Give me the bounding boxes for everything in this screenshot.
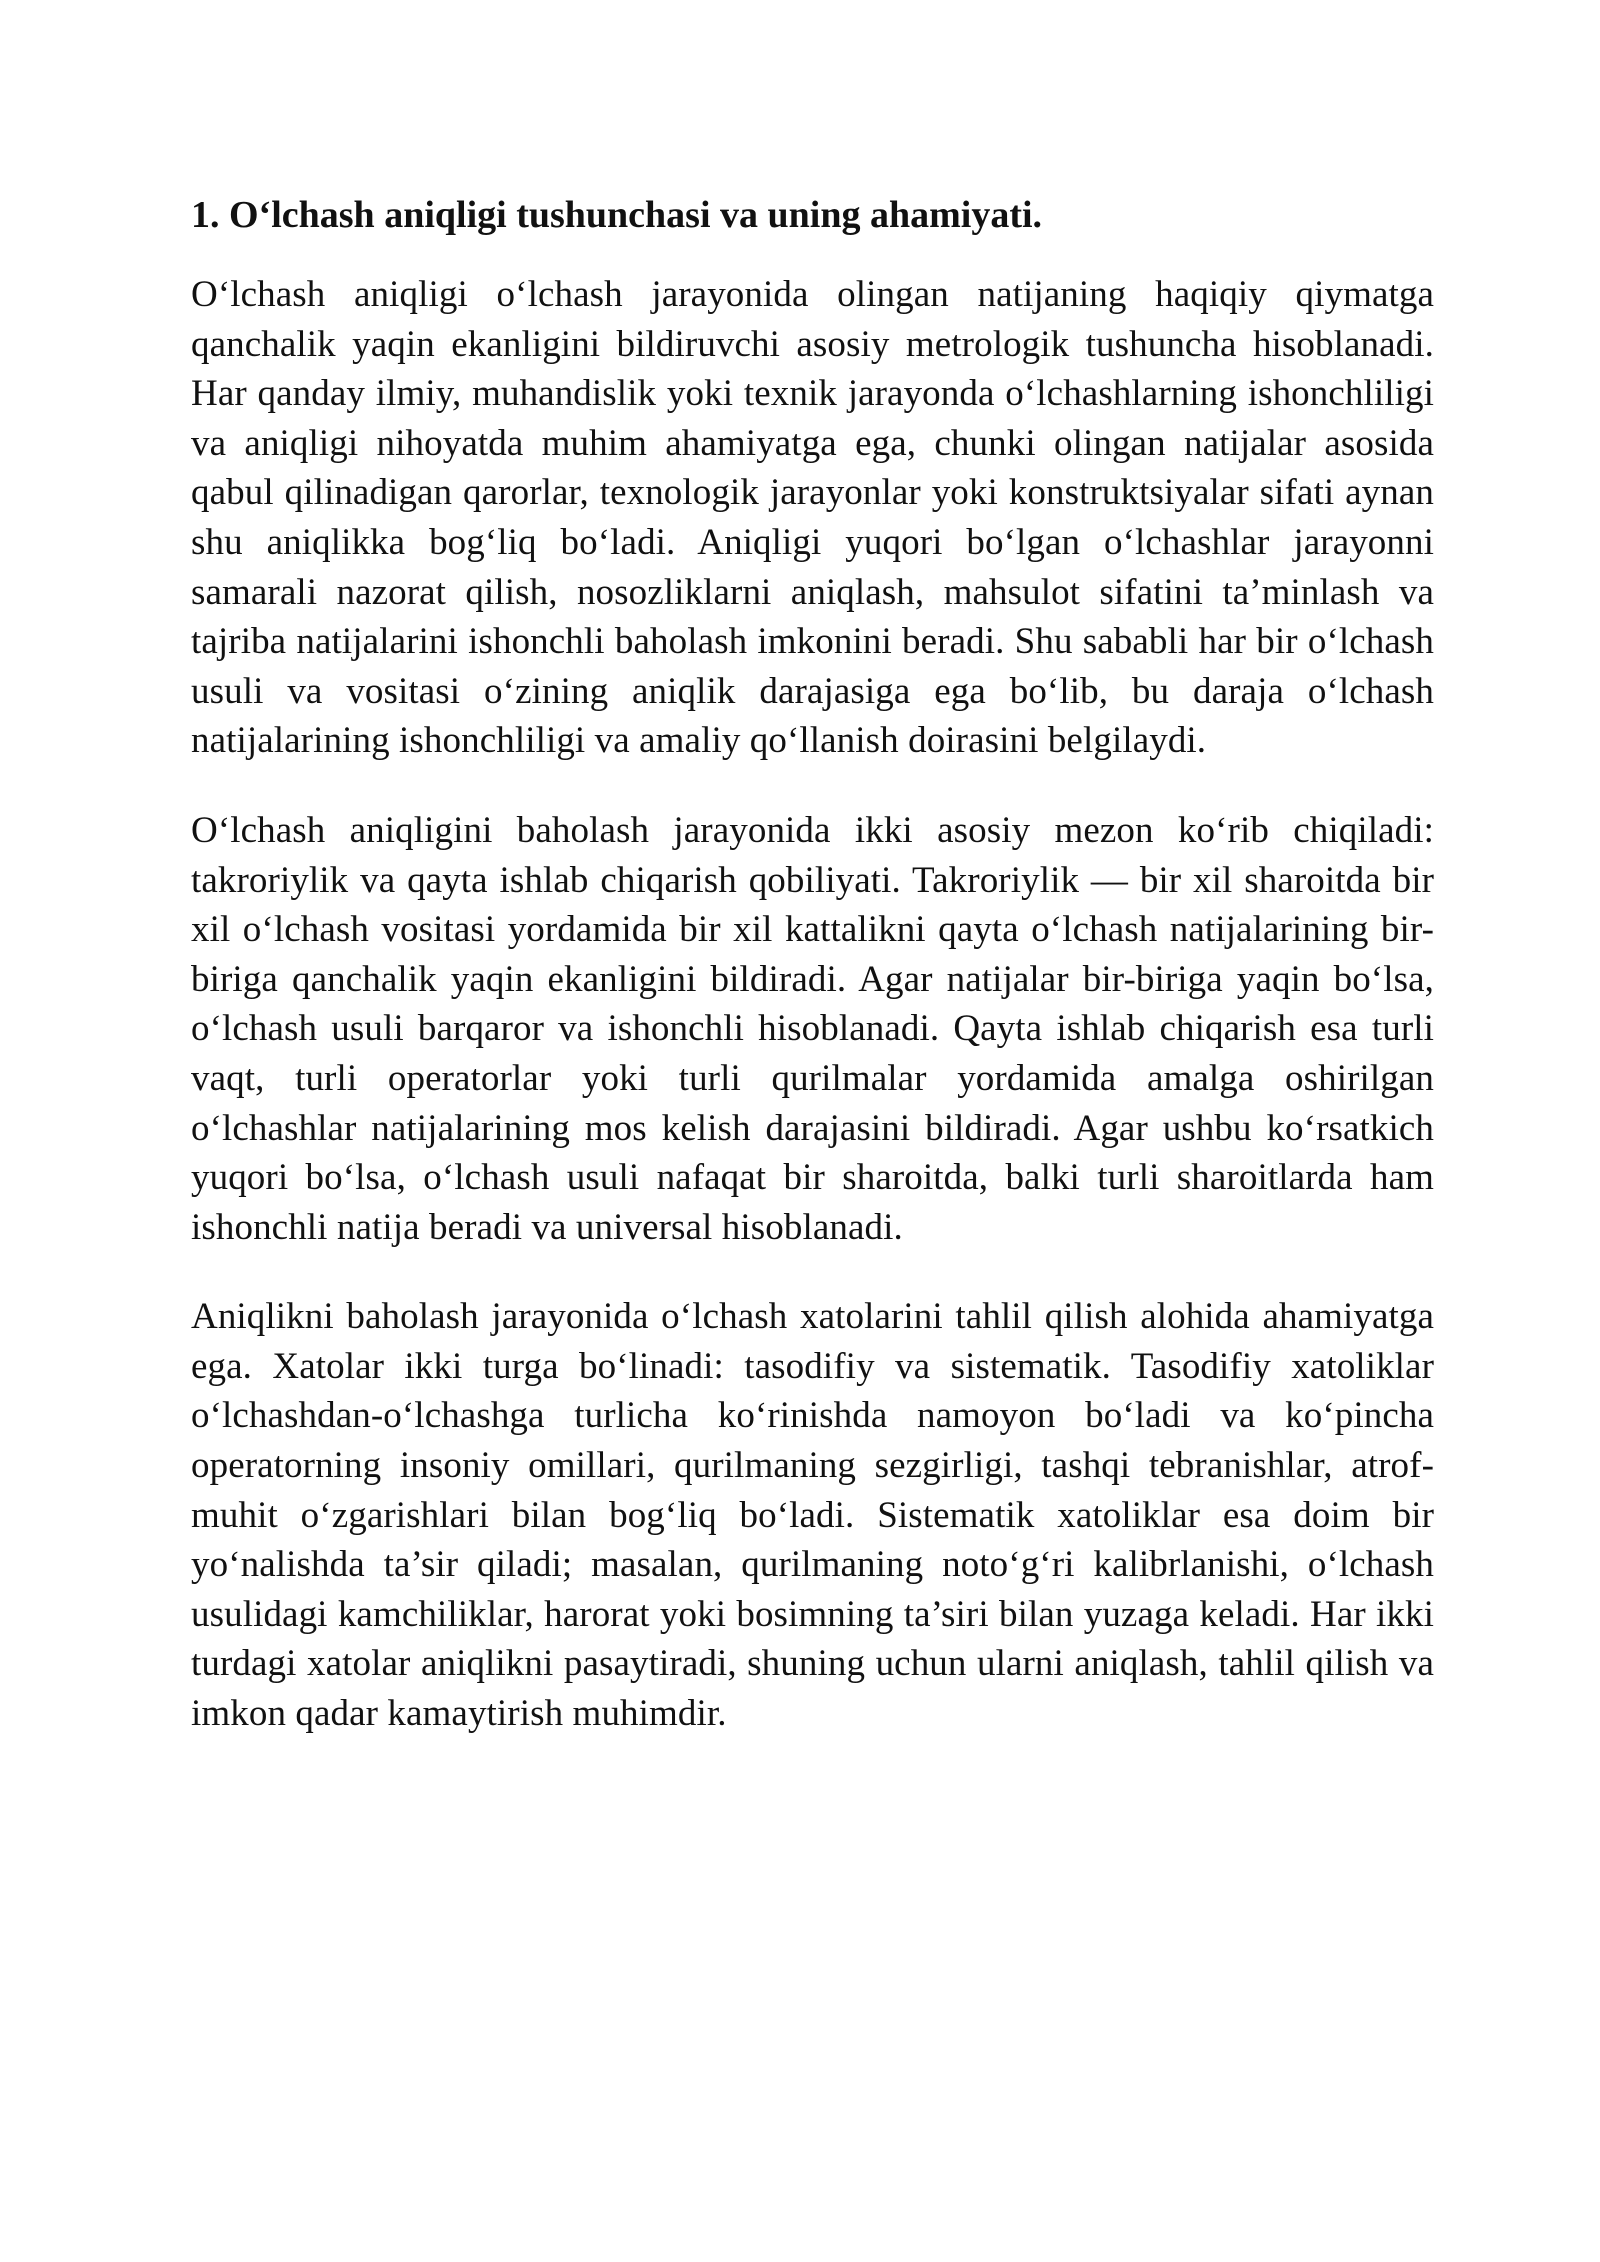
document-body — [191, 190, 1434, 1779]
paragraph-measurement-errors: Aniqlikni baholash jarayonida o‘lchash xatolarini tahlil qilish alohida ahamiyatga ega. Xatolar ikki turga bo‘linadi: tasodifiy va sistematik. Tasodifiy xatoliklar o‘lchashdan-o‘lchashga turlicha ko‘rinishda namoyon bo‘ladi va ko‘pincha operatorning insoniy omillari, qurilmaning sezgirligi, tashqi tebranishlar, atrof-muhit o‘zgarishlari bilan bog‘liq bo‘ladi. Sistematik xatoliklar esa doim bir yo‘nalishda ta’sir qiladi; masalan, qurilmaning noto‘g‘ri kalibrlanishi, o‘lchash usulidagi kamchiliklar, harorat yoki bosimning ta’siri bilan yuzaga keladi. Har ikki turdagi xatolar aniqlikni pasaytiradi, shuning uchun ularni aniqlash, tahlil qilish va imkon qadar kamaytirish muhimdir. — [191, 1296, 1434, 1735]
section-heading: 1. O‘lchash aniqligi tushunchasi va uning ahamiyati. — [191, 194, 1043, 236]
paragraph-accuracy-definition: O‘lchash aniqligi o‘lchash jarayonida olingan natijaning haqiqiy qiymatga qanchalik yaqin ekanligini bildiruvchi asosiy metrologik tushuncha hisoblanadi. Har qanday ilmiy, muhandislik yoki texnik jarayonda o‘lchashlarning ishonchliligi va aniqligi nihoyatda muhim ahamiyatga ega, chunki olingan natijalar asosida qabul qilinadigan qarorlar, texnologik jarayonlar yoki konstruktsiyalar sifati aynan shu aniqlikka bog‘liq bo‘ladi. Aniqligi yuqori bo‘lgan o‘lchashlar jarayonni samarali nazorat qilish, nosozliklarni aniqlash, mahsulot sifatini ta’minlash va tajriba natijalarini ishonchli baholash imkonini beradi. Shu sababli har bir o‘lchash usuli va vositasi o‘zining aniqlik darajasiga ega bo‘lib, bu daraja o‘lchash natijalarining ishonchliligi va amaliy qo‘llanish doirasini belgilaydi. — [191, 274, 1434, 762]
paragraph-repeatability-reproducibility: O‘lchash aniqligini baholash jarayonida ikki asosiy mezon ko‘rib chiqiladi: takroriylik va qayta ishlab chiqarish qobiliyati. Takroriylik — bir xil sharoitda bir xil o‘lchash vositasi yordamida bir xil kattalikni qayta o‘lchash natijalarining bir-biriga qanchalik yaqin ekanligini bildiradi. Agar natijalar bir-biriga yaqin bo‘lsa, o‘lchash usuli barqaror va ishonchli hisoblanadi. Qayta ishlab chiqarish esa turli vaqt, turli operatorlar yoki turli qurilmalar yordamida amalga oshirilgan o‘lchashlar natijalarining mos kelish darajasini bildiradi. Agar ushbu ko‘rsatkich yuqori bo‘lsa, o‘lchash usuli nafaqat bir sharoitda, balki turli sharoitlarda ham ishonchli natija beradi va universal hisoblanadi. — [191, 809, 1434, 1248]
